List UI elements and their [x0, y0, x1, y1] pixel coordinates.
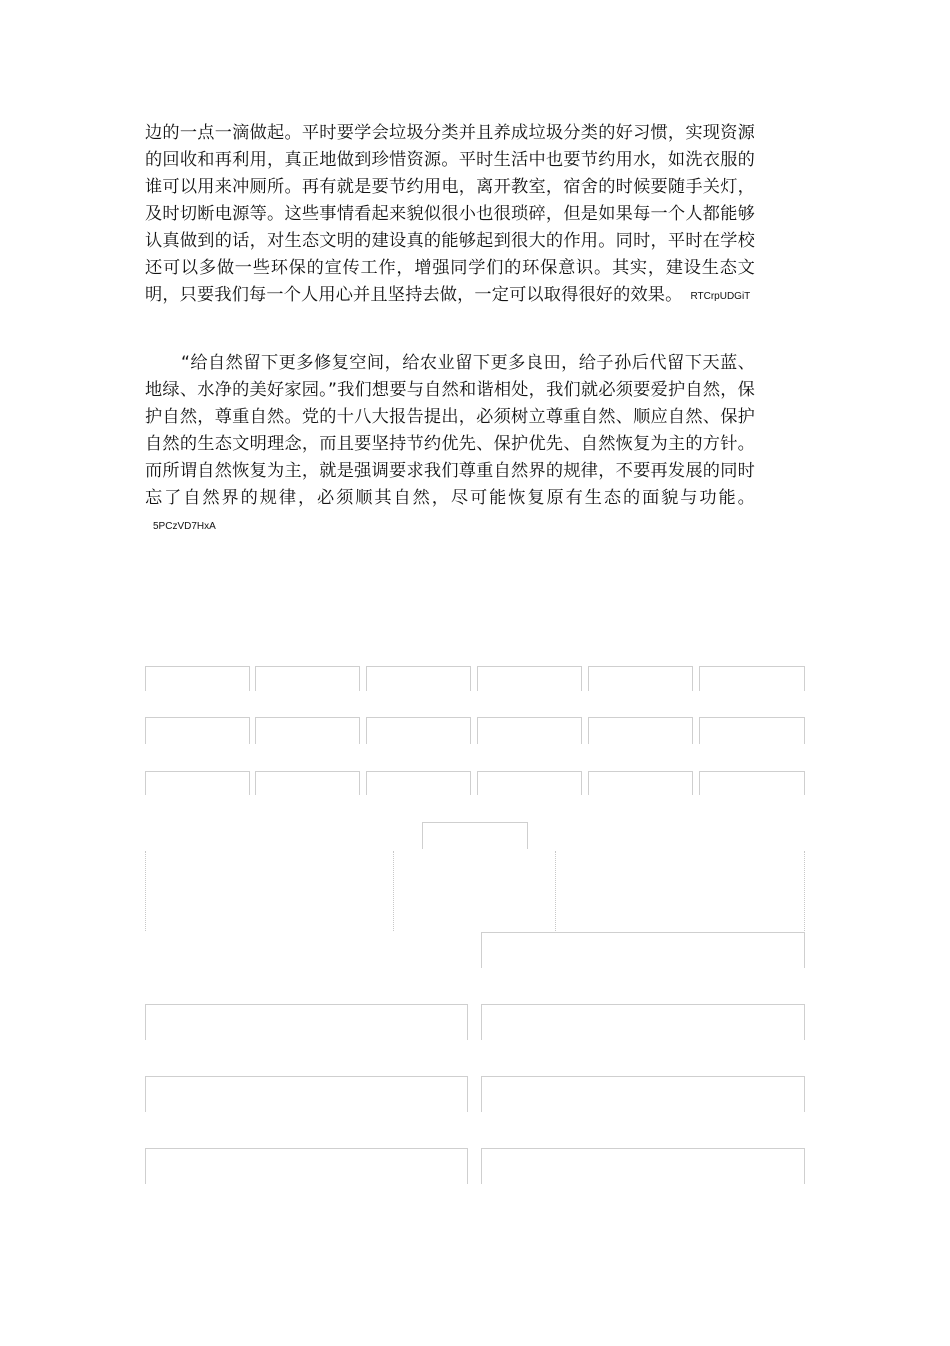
paragraph-text: 边的一点一滴做起。平时要学会垃圾分类并且养成垃圾分类的好习惯，实现资源的回收和再利用，真正地做到珍惜资源。平时生活中也要节约用水，如洗衣服的谁可以用来冲厕所。再有就是要节约用电，离开教室，宿舍的时候要随手关灯，及时切断电源等。这些事情看起来貌似很小也很琐碎，但是如果每一个人都能够认真做到的话，对生态文明的建设真的能够起到很大的作用。同时，平时在学校还可以多做一些环保的宣传工作，增强同学们的环保意识。其实，建设生态文明，只要我们每一个人用心并且坚持去做，一定可以取得很好的效果。	[145, 123, 755, 305]
body-paragraph-1	[145, 120, 755, 310]
table-cell	[481, 1148, 805, 1184]
table-cell	[366, 666, 471, 691]
table-cell	[255, 717, 360, 744]
divider	[145, 851, 146, 931]
paragraph-text: “给自然留下更多修复空间，给农业留下更多良田，给子孙后代留下天蓝、地绿、水净的美好家园。”我们想要与自然和谐相处，我们就必须要爱护自然，保护自然，尊重自然。党的十八大报告提出，必须树立尊重自然、顺应自然、保护自然的生态文明理念，而且要坚持节约优先、保护优先、自然恢复为主的方针。而所谓自然恢复为主，就是强调要求我们尊重自然界的规律，不要再发展的同时忘了自然界的规律，必须顺其自然，尽可能恢复原有生态的面貌与功能。	[145, 353, 755, 508]
divider	[555, 851, 556, 931]
table-cell	[699, 771, 805, 795]
table-cell	[255, 666, 360, 691]
table-cell	[481, 932, 805, 968]
table-cell	[481, 1004, 805, 1040]
table-cell	[145, 1004, 468, 1040]
table-cell	[699, 666, 805, 691]
table-cell	[481, 1076, 805, 1112]
table-cell	[588, 717, 693, 744]
table-cell	[145, 666, 250, 691]
table-cell	[366, 717, 471, 744]
body-paragraph-2	[145, 350, 755, 540]
table-cell	[255, 771, 360, 795]
table-cell	[145, 1076, 468, 1112]
table-cell	[145, 771, 250, 795]
table-cell	[366, 771, 471, 795]
paragraph-code: RTCrpUDGiT	[690, 291, 751, 302]
table-cell	[145, 717, 250, 744]
divider	[393, 851, 394, 931]
table-cell	[588, 666, 693, 691]
table-cell	[145, 1148, 468, 1184]
divider	[804, 851, 805, 931]
paragraph-code: 5PCzVD7HxA	[153, 521, 216, 532]
table-cell	[699, 717, 805, 744]
table-cell	[477, 771, 582, 795]
table-cell	[477, 717, 582, 744]
table-cell	[422, 822, 528, 849]
table-cell	[588, 771, 693, 795]
table-cell	[477, 666, 582, 691]
